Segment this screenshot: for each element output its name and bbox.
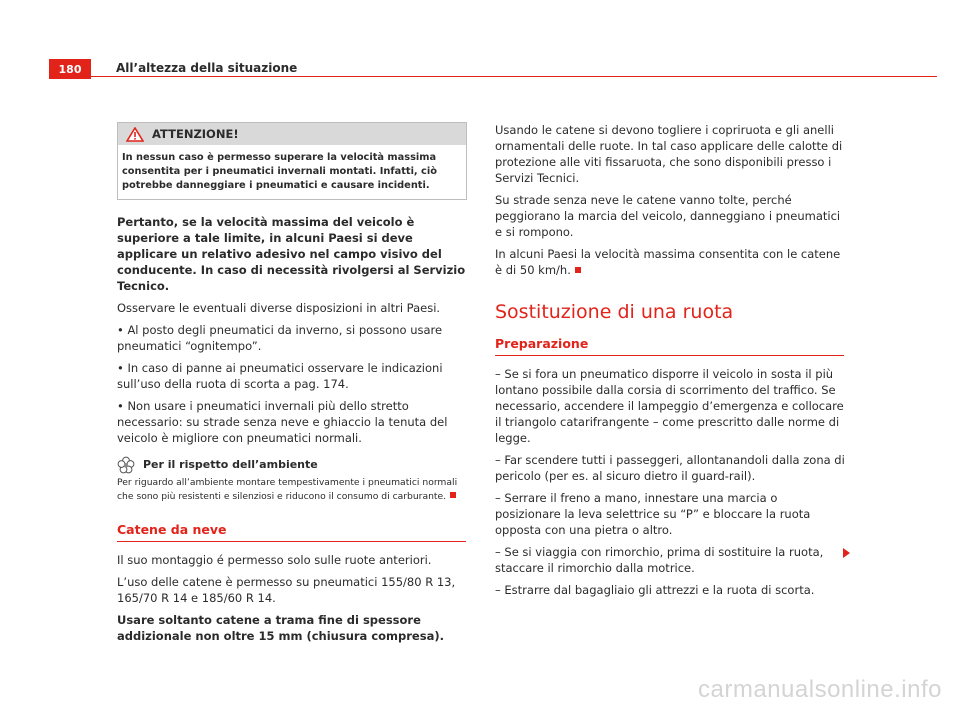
warning-header (118, 123, 466, 145)
warning-triangle-icon (126, 127, 144, 142)
end-square-icon (575, 267, 581, 273)
right-column (495, 122, 845, 604)
paragraph: Osservare le eventuali diverse disposizioni in altri Paesi. (117, 301, 441, 315)
bullet-item: • Al posto degli pneumatici da inverno, si possono usare pneumatici “ognitempo”. (117, 323, 443, 353)
section-heading-wheel-change: Sostituzione di una ruota (495, 301, 734, 323)
environment-text (117, 476, 467, 504)
environment-header (117, 456, 467, 474)
warning-box (117, 122, 467, 200)
paragraph: Usando le catene si devono togliere i copriruota e gli anelli ornamentali delle ruote. In tal caso applicare delle calotte di protezione alle viti fissaruota, che sono disponibili presso i Servizi Tecnici. (495, 123, 843, 185)
page-number: 180 (49, 59, 91, 79)
warning-text: In nessun caso è permesso superare la velocità massima consentita per i pneumatici invernali montati. Infatti, ciò potrebbe danneggiare i pneumatici e causare incidenti. (122, 152, 437, 191)
paragraph-text: In alcuni Paesi la velocità massima consentita con le catene è di 50 km/h. (495, 247, 841, 277)
environment-flower-icon (117, 456, 135, 474)
step-item: – Estrarre dal bagagliaio gli attrezzi e la ruota di scorta. (495, 583, 815, 597)
watermark: carmanualsonline.info (698, 676, 942, 703)
chains-bold-note: Usare soltanto catene a trama fine di spessore addizionale non oltre 15 mm (chiusura compresa). (117, 613, 444, 643)
left-column (117, 122, 467, 650)
environment-text-body: Per riguardo all’ambiente montare tempestivamente i pneumatici normali che sono più resistenti e silenziosi e riducono il consumo di carburante. (117, 477, 458, 502)
bullet-item: • In caso di panne ai pneumatici osservare le indicazioni sull’uso della ruota di scorta a pag. 174. (117, 361, 443, 391)
step-item: – Serrare il freno a mano, innestare una marcia o posizionare la leva selettrice su “P” e bloccare la ruota opposta con una pietra o altro. (495, 491, 811, 537)
subheading-preparation: Preparazione (495, 336, 844, 356)
warning-title: ATTENZIONE! (152, 127, 239, 141)
paragraph: Su strade senza neve le catene vanno tolte, perché peggiorano la marcia del veicolo, danneggiano i pneumatici e si rompono. (495, 193, 841, 239)
paragraph (495, 246, 845, 278)
paragraph: Il suo montaggio é permesso solo sulle ruote anteriori. (117, 553, 432, 567)
chapter-title: All’altezza della situazione (116, 61, 298, 75)
bullet-item: • Non usare i pneumatici invernali più dello stretto necessario: su strade senza neve e ghiaccio la tenuta del veicolo è migliore con pneumatici normali. (117, 399, 448, 445)
step-item: – Se si fora un pneumatico disporre il veicolo in sosta il più lontano possibile dalla corsia di scorrimento del traffico. Se necessario, accendere il lampeggio d’emergenza e collocare il triangolo catarifrangente – come prescritto dalle norme di legge. (495, 367, 844, 445)
next-page-arrow-icon (843, 548, 850, 558)
step-item: – Se si viaggia con rimorchio, prima di sostituire la ruota, staccare il rimorchio dalla motrice. (495, 545, 824, 575)
header-rule (91, 76, 937, 77)
speed-limit-note: Pertanto, se la velocità massima del veicolo è superiore a tale limite, in alcuni Paesi si deve applicare un relativo adesivo nel campo visivo del conducente. In caso di necessità rivolgersi al Servizio Tecnico. (117, 215, 466, 293)
section-heading-snow-chains: Catene da neve (117, 522, 466, 542)
environment-title: Per il rispetto dell’ambiente (143, 458, 318, 471)
end-square-icon (450, 492, 456, 498)
paragraph: L’uso delle catene è permesso su pneumatici 155/80 R 13, 165/70 R 14 e 185/60 R 14. (117, 575, 456, 605)
step-item: – Far scendere tutti i passeggeri, allontanandoli dalla zona di pericolo (per es. al sicuro dietro il guard-rail). (495, 453, 845, 483)
